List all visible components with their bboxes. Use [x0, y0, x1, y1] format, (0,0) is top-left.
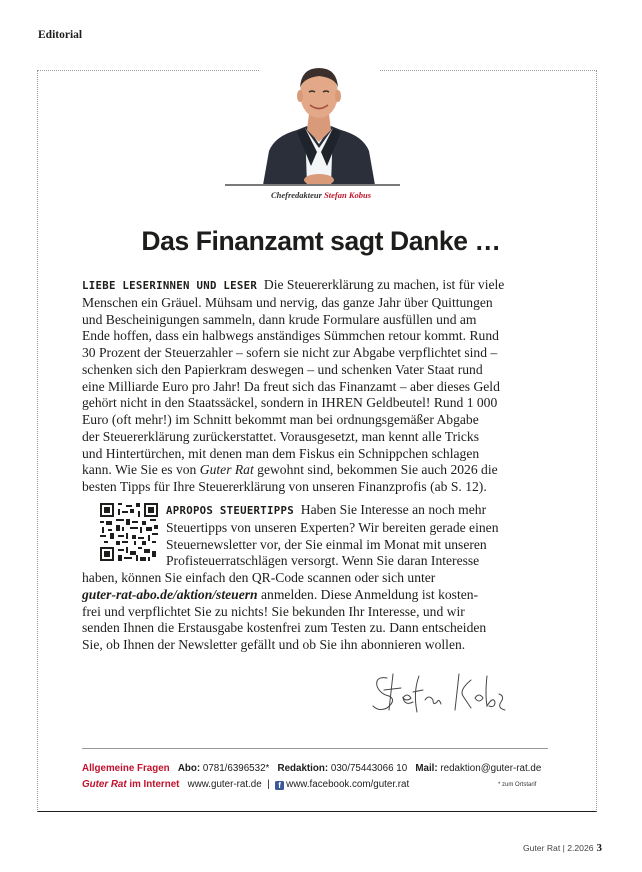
website-link[interactable]: www.guter-rat.de [187, 779, 262, 790]
redaktion-label: Redaktion: [277, 763, 329, 774]
text-line: Menschen ein Gräuel. Mühsam und nervig, das ganze Jahr über Quittungen [82, 294, 493, 310]
text-line: und Bescheinigungen sammeln, dann krude Formulare ausfüllen und am [82, 311, 477, 327]
issue-label: Guter Rat | 2.2026 [522, 843, 594, 853]
text-line: Ende hoffen, dass ein halbwegs anständiges Sümmchen retour kommt. Rund [82, 328, 499, 344]
facebook-link[interactable]: www.facebook.com/guter.rat [286, 779, 410, 790]
brand-name: Guter Rat [199, 462, 254, 478]
text-line: Sie, ob Ihnen der Newsletter gefällt und ob Sie ihn abonnieren wollen. [82, 637, 466, 652]
line-text: gewohnt sind, bekommen Sie auch 2026 die [253, 462, 498, 478]
mail-label: Mail: [415, 763, 438, 774]
page-number: 3 [596, 842, 602, 854]
text-line: Steuernewsletter vor, der Sie einmal im Monat mit unseren [166, 536, 487, 552]
text-line: frei und verpflichtet Sie zu nichts! Sie bekunden Ihr Interesse, und wir [82, 603, 465, 619]
text-line: Steuertipps von unseren Experten? Wir bereiten gerade einen [166, 519, 499, 535]
text-line: 30 Prozent der Steuerzahler – sofern sie nicht zur Abgabe verpflichtet sind – [82, 345, 498, 360]
abo-label: Abo: [177, 763, 201, 774]
caption-role: Chefredakteur [270, 190, 322, 200]
line-text: anmelden. Diese Anmeldung ist kosten- [257, 586, 479, 602]
signature [367, 668, 507, 716]
text-line: und Hintertürchen, mit denen man dem Fiskus ein Schnippchen schlagen [82, 445, 480, 461]
abo-phone: 0781/6396532* [202, 763, 270, 774]
text-line: eine Milliarde Euro pro Jahr! Da freut sich das Finanzamt – aber dieses Geld [82, 378, 500, 394]
newsletter-url-link[interactable]: guter-rat-abo.de/aktion/steuern [82, 586, 258, 602]
lead-in: APROPOS STEUERTIPPS [166, 504, 294, 517]
text-line [82, 462, 552, 479]
facebook-icon: f [275, 781, 284, 790]
internet-label: im Internet [126, 779, 180, 790]
lead-in: LIEBE LESERINNEN UND LESER [82, 279, 258, 292]
line-text: kann. Wie Sie es von [82, 462, 200, 478]
intro-paragraph [82, 277, 552, 496]
text-line: haben, können Sie einfach den QR-Code scannen oder sich unter [82, 570, 436, 585]
redaktion-phone: 030/75443066 10 [330, 763, 408, 774]
text-line [82, 277, 552, 295]
contact-line-internet [82, 779, 552, 790]
text-line [82, 502, 552, 520]
general-label: Allgemeine Fragen [82, 763, 170, 774]
section-label: Editorial [38, 29, 83, 41]
text-line [82, 587, 552, 604]
text-line: Profisteuerratschlägen versorgt. Wenn Sie daran Interesse [166, 553, 480, 569]
editor-portrait [259, 56, 379, 185]
contact-rule [82, 748, 548, 749]
text-line: der Steuererklärung zurückerstattet. Vorausgesetzt, man kennt alle Tricks [82, 428, 479, 444]
contact-line-general [82, 763, 552, 774]
text-line: gehört nicht in den Staatssäckel, sondern in IHREN Geldbeutel! Rund 1 000 [82, 395, 498, 411]
newsletter-paragraph [82, 502, 552, 654]
caption-name: Stefan Kobus [324, 190, 372, 200]
portrait-caption [0, 190, 642, 200]
footnote: * zum Ortstarif [498, 782, 537, 788]
line-text: Die Steuererklärung zu machen, ist für viele [263, 277, 505, 292]
text-line: besten Tipps für Ihre Steuererklärung von unseren Finanzprofis (ab S. 12). [82, 479, 487, 494]
headline: Das Finanzamt sagt Danke … [141, 226, 501, 256]
line-text: Haben Sie Interesse an noch mehr [300, 502, 487, 517]
separator: | [267, 779, 270, 790]
internet-brand: Guter Rat [82, 779, 127, 790]
text-line: Euro (oft mehr!) im Schnitt bekommt man bei ordnungsgemäßer Abgabe [82, 412, 479, 427]
text-line: senden Ihnen die Erstausgabe kostenfrei zum Testen zu. Dann entscheiden [82, 620, 487, 636]
text-line: schenken sich den Papierkram deswegen – und schenken Vater Staat rund [82, 361, 483, 377]
mail-link[interactable]: redaktion@guter-rat.de [440, 763, 542, 774]
portrait-rule [225, 184, 400, 186]
folio [523, 842, 602, 854]
